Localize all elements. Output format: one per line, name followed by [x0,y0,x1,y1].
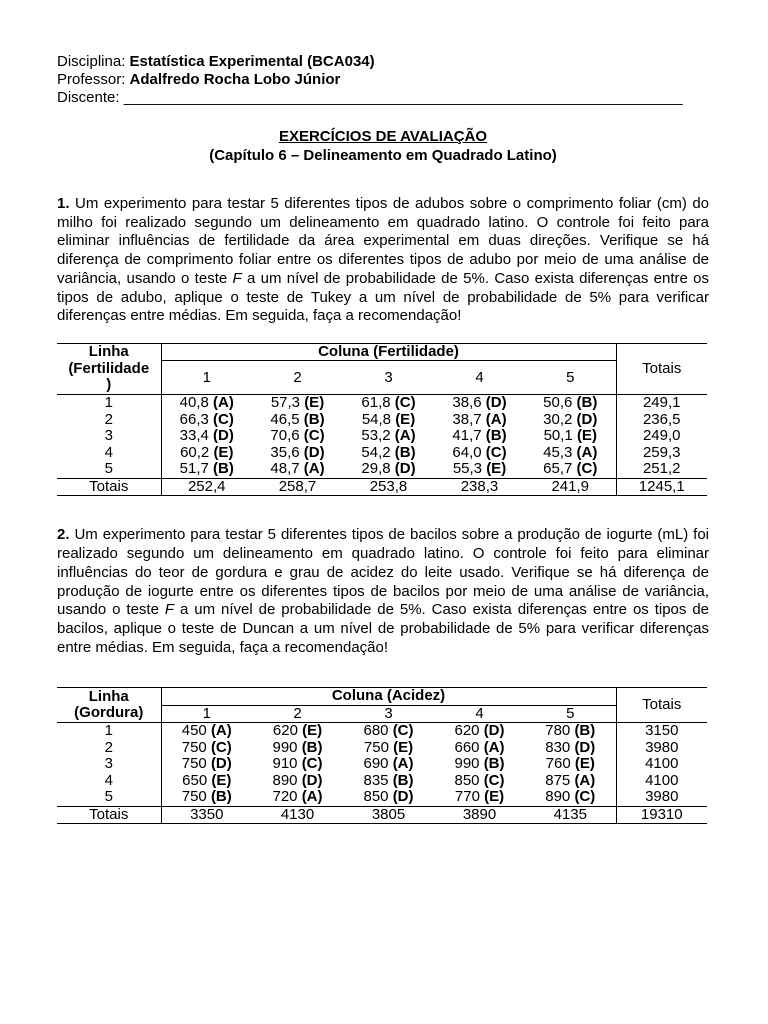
treatment-letter: (E) [304,394,325,412]
cell-value: 29,8 [361,460,391,478]
cell-value: 60,2 [180,443,210,461]
treatment-letter: (C) [574,788,596,806]
row-label: 3 [57,428,161,445]
table-cell [525,740,616,757]
table-row [57,740,707,757]
row-label: 2 [57,740,161,757]
row-label: 5 [57,789,161,806]
student-line [57,89,709,107]
cell-value: 660 [454,738,480,756]
treatment-letter: (C) [483,771,505,789]
cell-value: 54,2 [361,443,391,461]
column-total: 3890 [462,805,497,823]
table-cell [434,756,525,773]
table-cell [161,412,252,429]
column-header: 1 [202,368,211,386]
table-cell [343,723,434,740]
question-1-text-b: a um nível de probabilidade de 5%. Caso exista diferenças entre os tipos de adubo, aplique o teste de Tukey a um nível de probabilidade de 5% para verificar diferenças entre médias. Em seguida, faça a recomendação! [57,269,709,325]
treatment-letter: (D) [210,755,232,773]
grand-total: 1245,1 [616,478,707,496]
table-cell [525,395,616,412]
cell-value: 48,7 [270,460,300,478]
treatment-letter: (A) [483,738,505,756]
professor-label: Professor: [57,71,126,88]
table-row [57,395,707,412]
table-cell [525,773,616,790]
table-cell [343,395,434,412]
question-1 [57,195,709,326]
totals-header: Totais [616,688,707,723]
table-cell [434,723,525,740]
treatment-letter: (D) [213,427,234,445]
cell-value: 620 [454,722,480,740]
cell-value: 64,0 [452,443,482,461]
treatment-letter: (E) [211,771,232,789]
cell-value: 780 [545,722,571,740]
table-cell [343,461,434,478]
table-cell [525,412,616,429]
row-label: 5 [57,461,161,478]
row-total: 3150 [616,723,707,740]
totals-row [57,806,707,824]
treatment-letter: (A) [301,788,323,806]
treatment-letter: (D) [576,410,598,428]
cell-value: 50,6 [543,394,573,412]
row-label: 3 [57,756,161,773]
question-1-number: 1. [57,195,70,212]
student-blank: ___________________________________________________________________ [123,89,683,106]
row-label: 4 [57,773,161,790]
treatment-letter: (B) [394,443,416,461]
table-cell [252,740,343,757]
column-total: 238,3 [460,477,499,495]
cell-value: 890 [545,788,571,806]
cell-value: 910 [272,755,298,773]
treatment-letter: (B) [210,788,232,806]
table-cell [252,428,343,445]
column-total: 3805 [371,805,406,823]
grand-total: 19310 [616,806,707,824]
table-cell [525,428,616,445]
cell-value: 41,7 [452,427,482,445]
table-cell [161,773,252,790]
treatment-letter: (B) [213,460,234,478]
question-1-text-a: Um experimento para testar 5 diferentes tipos de adubos sobre o comprimento foliar (cm) do milho foi realizado segundo um delineamento em quadrado latino. O controle foi feito para eliminar influências de fertilidade da área experimental em duas direções. Verifique se há diferença de comprimento foliar entre os diferentes tipos de adubo por meio de uma análise de variância, usando o teste [57,195,710,287]
cell-value: 690 [363,755,389,773]
cell-value: 875 [545,771,571,789]
cell-value: 750 [363,738,389,756]
cell-value: 54,8 [361,410,392,428]
totals-row [57,478,707,496]
cell-value: 38,7 [452,410,482,428]
table-cell [252,445,343,462]
table-row [57,461,707,478]
cell-value: 650 [182,771,208,789]
table-cell [161,723,252,740]
table-cell [525,445,616,462]
treatment-letter: (B) [392,771,414,789]
table-cell [525,756,616,773]
table-cell [343,428,434,445]
table-cell [434,445,525,462]
document-page [57,53,709,824]
titles-block [57,127,709,165]
cell-value: 450 [181,722,207,740]
student-label: Discente: [57,89,120,106]
cell-value: 850 [454,771,480,789]
table-row [57,756,707,773]
table-cell [161,428,252,445]
professor-value: Adalfredo Rocha Lobo Júnior [129,71,341,88]
question-2-number: 2. [57,526,70,544]
table-cell [343,756,434,773]
table-row [57,789,707,806]
table-cell [252,789,343,806]
cell-value: 46,5 [270,410,300,428]
column-total: 258,7 [278,477,317,495]
question-2-text-a: Um experimento para testar 5 diferentes tipos de bacilos sobre a produção de iogurte (mL) foi realizado segundo um delineamento em quadrado latino. O controle foi feito para eliminar influências do teor de gordura e grau de acidez do leite usado. Verifique se há diferença de produção de iogurte entre os diferentes tipos de bacilos por meio de uma análise de variância, usando o teste [57,526,709,619]
treatment-letter: (B) [483,755,505,773]
discipline-value: Estatística Experimental (BCA034) [129,53,375,70]
column-header: 2 [293,704,302,722]
page-subtitle: (Capítulo 6 – Delineamento em Quadrado Latino) [209,147,557,164]
cell-value: 61,8 [361,394,391,412]
cell-value: 720 [272,788,298,806]
row-total: 249,1 [616,395,707,412]
discipline-label: Disciplina: [57,53,126,70]
treatment-letter: (A) [213,394,234,412]
cell-value: 57,3 [270,394,301,412]
table-fertilidade [57,343,707,497]
treatment-letter: (C) [213,410,234,428]
cell-value: 45,3 [543,443,573,461]
treatment-letter: (D) [574,738,596,756]
cell-value: 830 [545,738,571,756]
row-label: 4 [57,445,161,462]
table-body [57,395,707,479]
treatment-letter: (E) [395,410,416,428]
cell-value: 55,3 [452,460,483,478]
row-total: 4100 [616,756,707,773]
table-cell [161,395,252,412]
table-cell [161,445,252,462]
column-group-header: Coluna (Fertilidade) [161,343,616,361]
treatment-letter: (B) [301,738,323,756]
table-cell [343,789,434,806]
treatment-letter: (C) [576,460,598,478]
column-header: 4 [475,368,484,386]
treatment-letter: (E) [393,738,414,756]
page-title: EXERCÍCIOS DE AVALIAÇÃO [278,128,488,145]
table-row [57,723,707,740]
row-label: 1 [57,395,161,412]
totals-label: Totais [57,806,161,824]
table-row [57,445,707,462]
totals-label: Totais [57,478,161,496]
cell-value: 750 [181,755,207,773]
cell-value: 680 [363,722,389,740]
header-block [57,53,709,107]
treatment-letter: (A) [210,722,232,740]
table-body [57,723,707,807]
column-total: 4130 [280,805,315,823]
cell-value: 835 [363,771,389,789]
column-group-header: Coluna (Acidez) [161,688,616,706]
treatment-letter: (D) [483,722,505,740]
column-total: 253,8 [369,477,408,495]
cell-value: 770 [454,788,480,806]
row-total: 249,0 [616,428,707,445]
row-total: 4100 [616,773,707,790]
cell-value: 53,2 [361,427,391,445]
treatment-letter: (B) [303,410,325,428]
cell-value: 30,2 [543,410,573,428]
row-header: Linha (Fertilidade ) [57,343,161,395]
cell-value: 70,6 [270,427,300,445]
question-2-italic: F [164,601,175,619]
treatment-letter: (E) [576,427,597,445]
treatment-letter: (D) [392,788,414,806]
cell-value: 66,3 [179,410,209,428]
treatment-letter: (C) [392,722,414,740]
table-cell [525,789,616,806]
treatment-letter: (A) [574,771,596,789]
table-cell [434,412,525,429]
table-cell [161,756,252,773]
table-cell [161,740,252,757]
table-cell [434,428,525,445]
treatment-letter: (D) [485,394,507,412]
question-2 [57,526,709,657]
row-label: 2 [57,412,161,429]
column-total: 3350 [190,805,224,823]
table-cell [525,461,616,478]
column-header: 3 [384,704,393,722]
treatment-letter: (D) [394,460,416,478]
table-cell [434,740,525,757]
discipline-line [57,53,709,71]
table-cell [525,723,616,740]
column-header: 5 [566,704,575,722]
treatment-letter: (E) [484,788,505,806]
treatment-letter: (C) [301,755,323,773]
treatment-letter: (E) [302,722,323,740]
row-label: 1 [57,723,161,740]
cell-value: 51,7 [179,460,209,478]
treatment-letter: (B) [485,427,507,445]
table-cell [343,773,434,790]
professor-line [57,71,709,89]
table-gordura-acidez [57,687,707,824]
treatment-letter: (C) [303,427,325,445]
treatment-letter: (A) [485,410,507,428]
table-cell [434,789,525,806]
cell-value: 990 [272,738,298,756]
treatment-letter: (D) [301,771,323,789]
treatment-letter: (A) [394,427,416,445]
row-header: Linha (Gordura) [57,688,161,723]
column-header: 2 [293,368,302,386]
treatment-letter: (C) [210,738,232,756]
cell-value: 760 [545,755,571,773]
table-row [57,428,707,445]
question-1-italic: F [232,269,242,287]
row-total: 3980 [616,740,707,757]
table-row [57,773,707,790]
table-cell [252,723,343,740]
cell-value: 850 [363,788,389,806]
treatment-letter: (A) [303,460,325,478]
column-total: 241,9 [551,477,590,495]
row-total: 251,2 [616,461,707,478]
table-cell [252,395,343,412]
row-total: 3980 [616,789,707,806]
treatment-letter: (E) [486,460,507,478]
treatment-letter: (D) [303,443,325,461]
table-cell [161,789,252,806]
column-header: 4 [475,704,484,722]
treatment-letter: (A) [576,443,598,461]
column-total: 4135 [553,805,587,823]
treatment-letter: (B) [574,722,596,740]
table-cell [343,445,434,462]
treatment-letter: (A) [392,755,414,773]
column-header: 1 [202,704,211,722]
cell-value: 990 [454,755,480,773]
table-cell [252,756,343,773]
table-cell [252,412,343,429]
table-cell [343,412,434,429]
table-cell [161,461,252,478]
table-cell [252,461,343,478]
table-cell [434,773,525,790]
treatment-letter: (C) [394,394,416,412]
cell-value: 750 [181,788,207,806]
treatment-letter: (E) [574,755,595,773]
treatment-letter: (B) [576,394,598,412]
cell-value: 750 [181,738,207,756]
treatment-letter: (E) [213,443,234,461]
cell-value: 890 [272,771,298,789]
table-cell [434,461,525,478]
cell-value: 65,7 [543,460,573,478]
cell-value: 40,8 [179,394,209,412]
table-row [57,412,707,429]
table-cell [434,395,525,412]
table-cell [252,773,343,790]
treatment-letter: (C) [485,443,507,461]
column-total: 252,4 [187,477,226,495]
row-total: 259,3 [616,445,707,462]
column-header: 3 [384,368,393,386]
table-cell [343,740,434,757]
cell-value: 38,6 [452,394,482,412]
column-header: 5 [566,368,575,386]
totals-header: Totais [616,343,707,395]
row-total: 236,5 [616,412,707,429]
cell-value: 620 [272,722,298,740]
cell-value: 35,6 [270,443,300,461]
question-2-text-b: a um nível de probabilidade de 5%. Caso exista diferenças entre os tipos de bacilos, aplique o teste de Duncan a um nível de probabilidade de 5% para verificar diferenças entre médias. Em seguida, faça a recomendação! [57,601,710,656]
cell-value: 50,1 [543,427,573,445]
cell-value: 33,4 [179,427,209,445]
